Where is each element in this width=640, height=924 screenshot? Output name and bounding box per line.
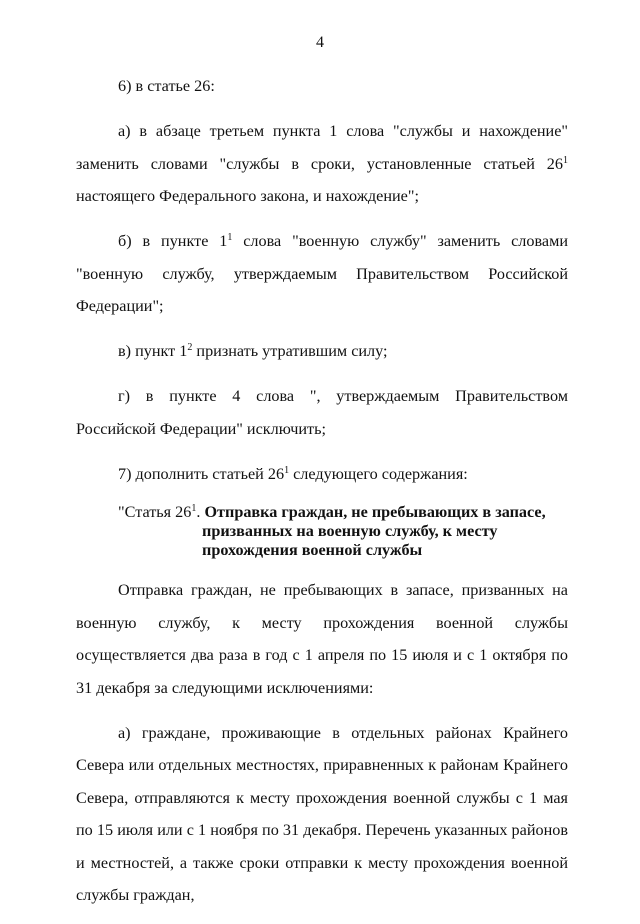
paragraph-item-v <box>76 335 568 368</box>
superscript: 2 <box>187 342 193 354</box>
article-heading-line-1 <box>118 503 568 522</box>
page-number: 4 <box>316 34 324 51</box>
paragraph-item-6 <box>76 70 568 103</box>
paragraph-text: следующего содержания: <box>289 464 468 483</box>
article-paragraph <box>76 717 568 912</box>
paragraph-text: в) пункт 1 <box>118 342 188 361</box>
paragraph-text: Отправка граждан, не пребывающих в запасе, призванных на военную службу, к месту прохождения военной службы осуществляется два раза в год с 1 апреля по 15 июля и с 1 октября по 31 декабря за следующими исключениями: <box>76 581 568 697</box>
document-body <box>76 70 568 924</box>
superscript: 1 <box>563 154 568 166</box>
paragraph-text: а) в абзаце третьем пункта 1 слова "службы и нахождение" заменить словами "службы в сроки, установленные статьей 26 <box>76 122 568 173</box>
paragraph-text: а) граждане, проживающие в отдельных районах Крайнего Севера или отдельных местностях, приравненных к районам Крайнего Севера, отправляются к месту прохождения военной службы с 1 мая по 15 июля или с 1 ноября по 31 декабря. Перечень указанных районов и местностей, а также сроки отправки к месту прохождения военной службы граждан, <box>76 723 568 905</box>
paragraph-item-7 <box>76 458 568 491</box>
paragraph-text: г) в пункте 4 слова ", утверждаемым Правительством Российской Федерации" исключить; <box>76 387 568 438</box>
superscript: 1 <box>191 503 197 515</box>
paragraph-item-b <box>76 225 568 323</box>
paragraph-text: 6) в статье 26: <box>118 77 215 95</box>
superscript: 1 <box>227 232 233 244</box>
paragraph-text: слова "военную службу" заменить словами "военную службу, утверждаемым Правительством Российской Федерации"; <box>76 232 568 316</box>
article-paragraph <box>76 574 568 704</box>
paragraph-text: признать утратившим силу; <box>192 342 388 361</box>
article-heading <box>76 503 568 560</box>
paragraph-item-g <box>76 380 568 445</box>
article-heading-line-2: призванных на военную службу, к месту <box>202 522 498 541</box>
paragraph-text: настоящего Федерального закона, и нахождение"; <box>76 187 419 206</box>
article-number: "Статья 26 <box>118 503 192 522</box>
paragraph-text: 7) дополнить статьей 26 <box>118 464 285 483</box>
superscript: 1 <box>284 464 290 476</box>
article-heading-line-3: прохождения военной службы <box>202 541 423 560</box>
paragraph-text: б) в пункте 1 <box>118 232 228 251</box>
article-number-end: . <box>196 503 205 522</box>
article-title: Отправка граждан, не пребывающих в запасе, <box>204 503 546 522</box>
paragraph-item-a <box>76 115 568 213</box>
